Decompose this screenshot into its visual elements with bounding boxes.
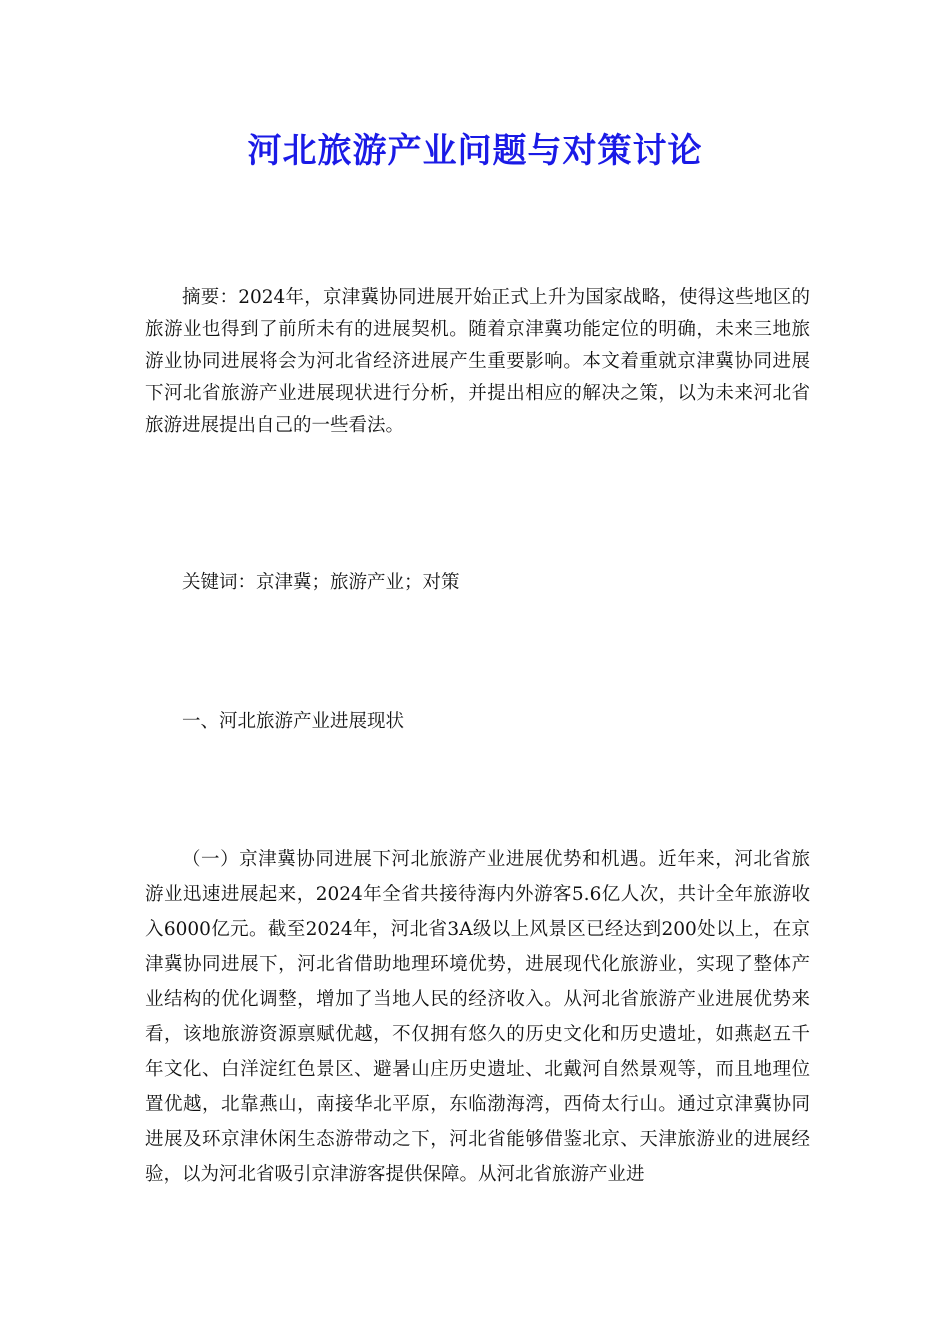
abstract-paragraph: 摘要：2024年，京津冀协同进展开始正式上升为国家战略，使得这些地区的旅游业也得到了前所未有的进展契机。随着京津冀功能定位的明确，未来三地旅游业协同进展将会为河北省经济进展产生重要影响。本文着重就京津冀协同进展下河北省旅游产业进展现状进行分析，并提出相应的解决之策，以为未来河北省旅游进展提出自己的一些看法。 [145, 287, 810, 436]
document-title: 河北旅游产业问题与对策讨论 [247, 131, 703, 171]
section-heading: 一、河北旅游产业进展现状 [182, 711, 405, 732]
keywords-line: 关键词：京津冀；旅游产业；对策 [182, 572, 460, 593]
body-paragraph: （一）京津冀协同进展下河北旅游产业进展优势和机遇。近年来，河北省旅游业迅速进展起来，2024年全省共接待海内外游客5.6亿人次，共计全年旅游收入6000亿元。截至2024年，河北省3A级以上风景区已经达到200处以上，在京津冀协同进展下，河北省借助地理环境优势，进展现代化旅游业，实现了整体产业结构的优化调整，增加了当地人民的经济收入。从河北省旅游产业进展优势来看，该地旅游资源禀赋优越，不仅拥有悠久的历史文化和历史遗址，如燕赵五千年文化、白洋淀红色景区、避暑山庄历史遗址、北戴河自然景观等，而且地理位置优越，北靠燕山，南接华北平原，东临渤海湾，西倚太行山。通过京津冀协同进展及环京津休闲生态游带动之下，河北省能够借鉴北京、天津旅游业的进展经验，以为河北省吸引京津游客提供保障。从河北省旅游产业进 [145, 849, 810, 1185]
